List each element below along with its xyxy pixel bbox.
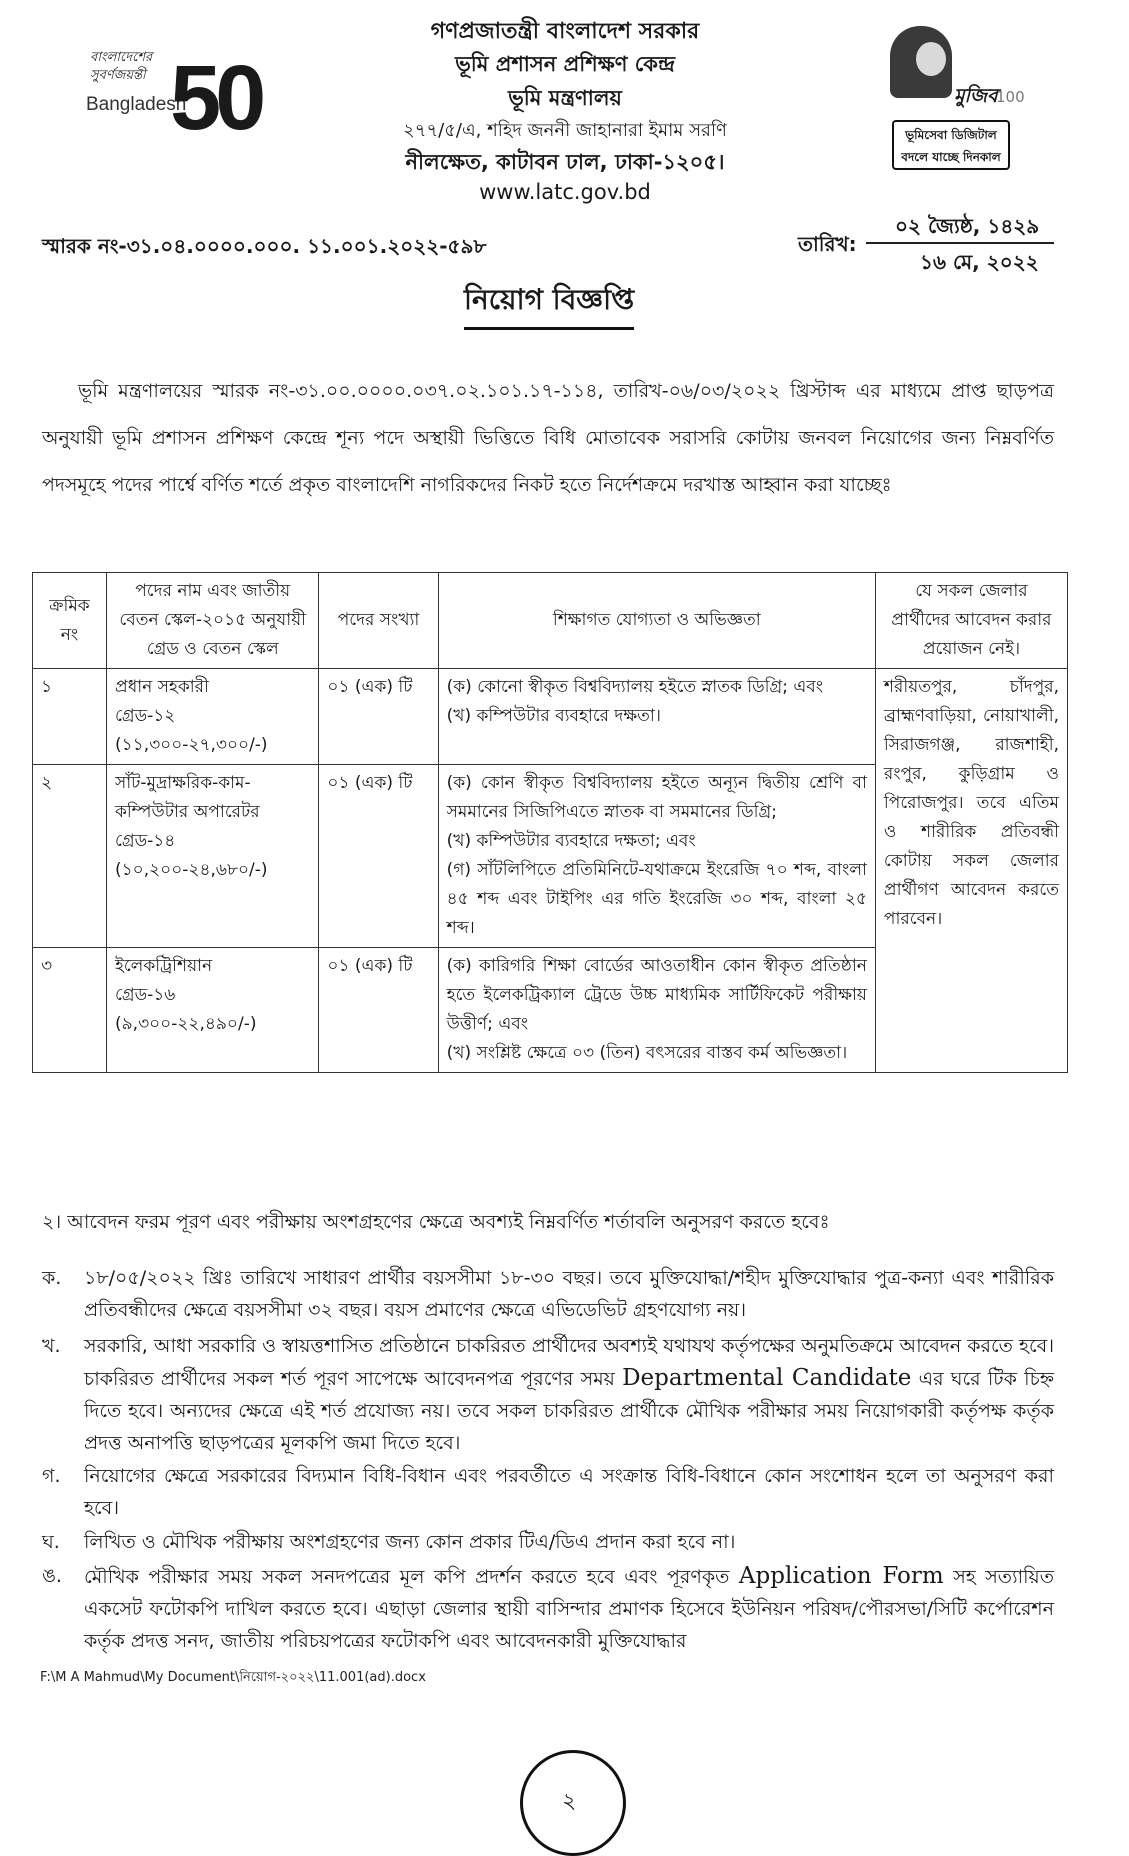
golden-jubilee-logo <box>84 44 284 154</box>
row-qualification <box>438 765 875 948</box>
row-count: ০১ (এক) টি <box>319 948 438 1073</box>
mujib-tag-number: 100 <box>996 88 1025 106</box>
date-divider <box>866 242 1054 244</box>
post-name: প্রধান সহকারী <box>115 677 209 697</box>
post-name: সাঁট-মুদ্রাক্ষরিক-কাম-কম্পিউটার অপারেটর <box>115 773 260 822</box>
row-qualification <box>438 669 875 765</box>
header-serial: ক্রমিক নং <box>33 573 107 669</box>
date-english: ১৬ মে, ২০২২ <box>920 250 1039 274</box>
row-serial: ৩ <box>33 948 107 1073</box>
header-ministry: ভূমি মন্ত্রণালয় <box>508 86 622 110</box>
condition-ka <box>42 1262 1054 1326</box>
condition-kha <box>42 1330 1054 1459</box>
header-address-1: ২৭৭/৫/এ, শহিদ জননী জাহানারা ইমাম সরণি <box>403 120 727 141</box>
mujib-tag: মুজিব <box>954 85 998 107</box>
post-grade: গ্রেড-১৪ <box>115 831 176 851</box>
row-serial: ২ <box>33 765 107 948</box>
header-count: পদের সংখ্যা <box>319 573 438 669</box>
application-form-term: Application Form <box>738 1563 944 1589</box>
condition-label: গ. <box>42 1465 61 1487</box>
qual-item: (খ) কম্পিউটার ব্যবহারে দক্ষতা; এবং <box>446 831 696 851</box>
date-bangla: ০২ জ্যৈষ্ঠ, ১৪২৯ <box>895 214 1040 238</box>
table-header-row <box>33 573 1068 669</box>
header-website: www.latc.gov.bd <box>479 180 651 204</box>
page-mark: ২ <box>562 1789 577 1814</box>
condition-text: নিয়োগের ক্ষেত্রে সরকারের বিদ্যমান বিধি-বিধান এবং পরবর্তীতে এ সংক্রান্ত বিধি-বিধানে কোন সংশোধন হলে তা অনুসরণ করা হবে। <box>84 1465 1054 1519</box>
condition-text: লিখিত ও মৌখিক পরীক্ষায় অংশগ্রহণের জন্য কোন প্রকার টিএ/ডিএ প্রদান করা হবে না। <box>84 1531 736 1553</box>
qual-item: (খ) সংশ্লিষ্ট ক্ষেত্রে ০৩ (তিন) বৎসরের বাস্তব কর্ম অভিজ্ঞতা। <box>446 1043 848 1063</box>
badge-line-1: ভূমিসেবা ডিজিটাল <box>905 128 997 142</box>
row-count: ০১ (এক) টি <box>319 765 438 948</box>
condition-ga <box>42 1460 1054 1524</box>
condition-uma <box>42 1560 1054 1657</box>
header-institute: ভূমি প্রশাসন প্রশিক্ষণ কেন্দ্র <box>455 52 675 76</box>
file-path: F:\M A Mahmud\My Document\নিয়োগ-২০২২\11.001(ad).docx <box>40 1670 426 1685</box>
page-title: নিয়োগ বিজ্ঞপ্তি <box>464 278 634 330</box>
post-grade: গ্রেড-১২ <box>115 706 176 726</box>
conditions-heading: ২। আবেদন ফরম পূরণ এবং পরীক্ষায় অংশগ্রহণের ক্ষেত্রে অবশ্যই নিম্নবর্ণিত শর্তাবলি অনুসরণ করতে হবেঃ <box>42 1211 830 1233</box>
row-count: ০১ (এক) টি <box>319 669 438 765</box>
logo-number: 50 <box>170 47 261 149</box>
row-post <box>107 669 319 765</box>
condition-text-part: এর ঘরে টিক চিহ্ন দিতে হবে। অন্যদের ক্ষেত্রে এই শর্ত প্রযোজ্য নয়। তবে সকল চাকরিরত প্রার্থীকে মৌখিক পরীক্ষার সময় নিয়োগকারী কর্তৃপক্ষ কর্তৃক প্রদত্ত অনাপত্তি ছাড়পত্রের মূলকপি জমা দিতে হবে। <box>84 1368 1054 1454</box>
logo-text-2: সুবর্ণজয়ন্তী <box>90 68 146 83</box>
memo-number: স্মারক নং-৩১.০৪.০০০০.০০০. ১১.০০১.২০২২-৫৯৮ <box>42 234 487 258</box>
mujib-100-logo <box>880 26 1025 172</box>
header-post: পদের নাম এবং জাতীয় বেতন স্কেল-২০১৫ অনুযায়ী গ্রেড ও বেতন স্কেল <box>107 573 319 669</box>
posts-table <box>32 572 1068 1073</box>
row-post <box>107 948 319 1073</box>
qual-item: (ক) কোন স্বীকৃত বিশ্ববিদ্যালয় হইতে অন্যূন দ্বিতীয় শ্রেণি বা সমমানের সিজিপিএতে স্নাতক বা সমমানের ডিগ্রি; <box>446 773 867 822</box>
condition-text <box>84 1330 1054 1459</box>
qual-item: (খ) কম্পিউটার ব্যবহারে দক্ষতা। <box>446 706 661 726</box>
condition-label: ঘ. <box>42 1531 60 1553</box>
logo-text-1: বাংলাদেশের <box>90 50 153 65</box>
condition-text: ১৮/০৫/২০২২ খ্রিঃ তারিখে সাধারণ প্রার্থীর বয়সসীমা ১৮-৩০ বছর। তবে মুক্তিযোদ্ধা/শহীদ মুক্তিযোদ্ধার পুত্র-কন্যা এবং শারীরিক প্রতিবন্ধীদের ক্ষেত্রে বয়সসীমা ৩২ বছর। বয়স প্রমাণের ক্ষেত্রে এভিডেভিট গ্রহণযোগ্য নয়। <box>84 1267 1054 1321</box>
qual-item: (ক) কারিগরি শিক্ষা বোর্ডের আওতাধীন কোন স্বীকৃত প্রতিষ্ঠান হতে ইলেকট্রিক্যাল ট্রেডে উচ্চ মাধ্যমিক সার্টিফিকেট পরীক্ষায় উত্তীর্ণ; এবং <box>446 956 867 1034</box>
condition-text-part: মৌখিক পরীক্ষার সময় সকল সনদপত্রের মূল কপি প্রদর্শন করতে হবে এবং পূরণকৃত <box>84 1566 730 1588</box>
header-govt: গণপ্রজাতন্ত্রী বাংলাদেশ সরকার <box>430 19 700 44</box>
condition-text-part: সহ সত্যায়িত একসেট ফটোকপি দাখিল করতে হবে। এছাড়া জেলার স্থায়ী বাসিন্দার প্রমাণক হিসেবে ইউনিয়ন পরিষদ/পৌরসভা/সিটি কর্পোরেশন কর্তৃক প্রদত্ত সনদ, জাতীয় পরিচয়পত্রের ফটোকপি এবং আবেদনকারী মুক্তিযোদ্ধার <box>84 1566 1054 1652</box>
header-qualification: শিক্ষাগত যোগ্যতা ও অভিজ্ঞতা <box>438 573 875 669</box>
header-districts: যে সকল জেলার প্রার্থীদের আবেদন করার প্রয়োজন নেই। <box>875 573 1067 669</box>
condition-label: ক. <box>42 1267 62 1289</box>
table-row <box>33 669 1068 765</box>
logo-text-3: Bangladesh <box>86 94 187 115</box>
condition-gha <box>42 1526 1054 1558</box>
qual-item: (গ) সাঁটলিপিতে প্রতিমিনিটে-যথাক্রমে ইংরেজি ৭০ শব্দ, বাংলা ৪৫ শব্দ এবং টাইপিং এর গতি ইংরেজি ৩০ শব্দ, বাংলা ২৫ শব্দ। <box>446 860 867 938</box>
post-scale: (১১,৩০০-২৭,৩০০/-) <box>115 735 268 755</box>
condition-label: খ. <box>42 1335 61 1357</box>
header-address-2: নীলক্ষেত, কাটাবন ঢাল, ঢাকা-১২০৫। <box>405 150 725 174</box>
row-post <box>107 765 319 948</box>
condition-text-part: সরকারি, আধা সরকারি ও স্বায়ত্তশাসিত প্রতিষ্ঠানে চাকরিরত প্রার্থীদের অবশ্যই যথাযথ কর্তৃপক্ষের অনুমতিক্রমে আবেদন করতে হবে। চাকরিরত প্রার্থীদের সকল শর্ত পূরণ সাপেক্ষে আবেদনপত্র পূরণের সময় <box>84 1335 1054 1390</box>
digital-service-badge <box>892 120 1010 170</box>
departmental-candidate-term: Departmental Candidate <box>622 1365 912 1391</box>
post-scale: (১০,২০০-২৪,৬৮০/-) <box>115 860 268 880</box>
date-label: তারিখ: <box>798 232 857 256</box>
row-serial: ১ <box>33 669 107 765</box>
badge-line-2: বদলে যাচ্ছে দিনকাল <box>901 150 1001 164</box>
condition-text <box>84 1560 1054 1657</box>
qual-item: (ক) কোনো স্বীকৃত বিশ্ববিদ্যালয় হইতে স্নাতক ডিগ্রি; এবং <box>446 677 824 697</box>
row-qualification <box>438 948 875 1073</box>
intro-paragraph: ভূমি মন্ত্রণালয়ের স্মারক নং-৩১.০০.০০০০.০৩৭.০২.১০১.১৭-১১৪, তারিখ-০৬/০৩/২০২২ খ্রিস্টাব্দ এর মাধ্যমে প্রাপ্ত ছাড়পত্র অনুযায়ী ভূমি প্রশাসন প্রশিক্ষণ কেন্দ্রে শূন্য পদে অস্থায়ী ভিত্তিতে বিধি মোতাবেক সরাসরি কোটায় জনবল নিয়োগের জন্য নিম্নবর্ণিত পদসমূহে পদের পার্শ্বে বর্ণিত শর্তে প্রকৃত বাংলাদেশি নাগরিকদের নিকট হতে নির্দেশক্রমে দরখাস্ত আহ্বান করা যাচ্ছেঃ <box>42 380 1054 496</box>
condition-label: ঙ. <box>42 1565 62 1587</box>
post-scale: (৯,৩০০-২২,৪৯০/-) <box>115 1014 257 1034</box>
post-grade: গ্রেড-১৬ <box>115 985 176 1005</box>
excluded-districts: শরীয়তপুর, চাঁদপুর, ব্রাহ্মণবাড়িয়া, নোয়াখালী, সিরাজগঞ্জ, রাজশাহী, রংপুর, কুড়িগ্রাম ও পিরোজপুর। তবে এতিম ও শারীরিক প্রতিবন্ধী কোটায় সকল জেলার প্রার্থীগণ আবেদন করতে পারবেন। <box>875 669 1067 1073</box>
post-name: ইলেকট্রিশিয়ান <box>115 956 213 976</box>
portrait-icon <box>890 26 952 98</box>
